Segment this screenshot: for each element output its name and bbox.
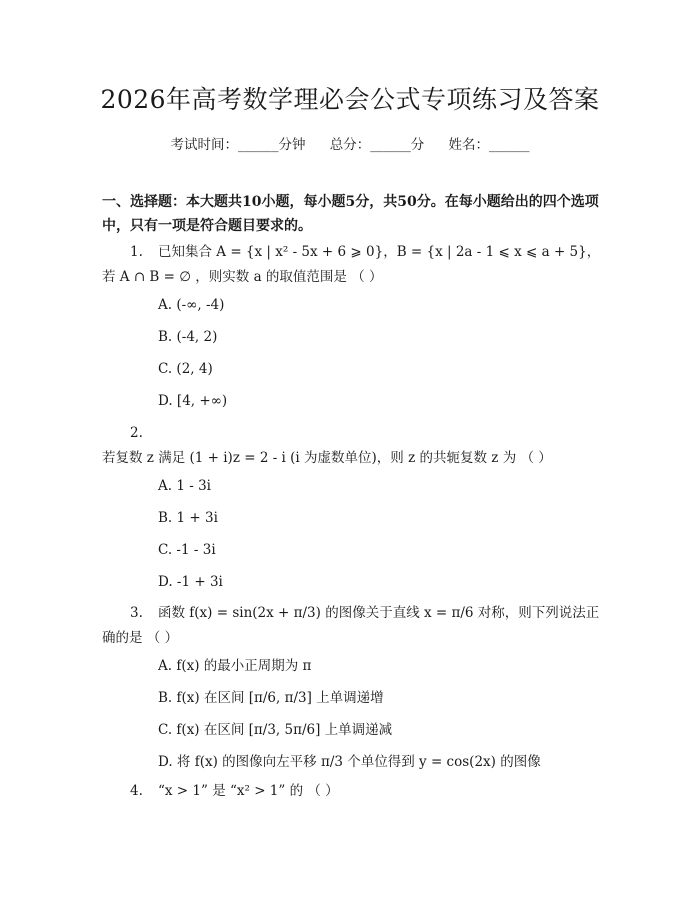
option-1d: D. [4, +∞)	[158, 393, 228, 409]
question-stem: 已知集合 A = {x | x² - 5x + 6 ⩾ 0}，B = {x | 2a - 1 ⩽ x ⩽ a + 5}，若 A ∩ B = ∅ ，则实数 a 的取值范围是 （ ）	[102, 244, 601, 285]
exam-info-line	[0, 133, 700, 153]
option-1a: A. (-∞, -4)	[158, 297, 225, 313]
option-1b: B. (-4, 2)	[158, 329, 218, 345]
option-2b: B. 1 + 3i	[158, 510, 218, 526]
question-3	[102, 601, 602, 651]
question-2	[102, 421, 602, 471]
option-2c: C. -1 - 3i	[158, 542, 216, 558]
option-3c: C. f(x) 在区间 [π/3, 5π/6] 上单调递减	[158, 722, 393, 738]
question-4	[102, 779, 602, 804]
question-number: 3.	[130, 605, 143, 621]
question-stem: 函数 f(x) = sin(2x + π/3) 的图像关于直线 x = π/6 对称，则下列说法正确的是 （ ）	[102, 605, 600, 646]
total-score-field: 总分：______分	[329, 137, 425, 153]
option-3a: A. f(x) 的最小正周期为 π	[158, 658, 312, 674]
exam-time-field: 考试时间：______分钟	[170, 137, 306, 153]
student-name-field: 姓名：______	[448, 137, 530, 153]
question-1	[102, 240, 602, 290]
option-3d: D. 将 f(x) 的图像向左平移 π/3 个单位得到 y = cos(2x) 的图像	[158, 754, 541, 770]
option-3b: B. f(x) 在区间 [π/6, π/3] 上单调递增	[158, 690, 384, 706]
question-number: 1.	[130, 244, 143, 260]
section-heading: 一、选择题：本大题共10小题，每小题5分，共50分。在每小题给出的四个选项中，只有一项是符合题目要求的。	[102, 194, 599, 234]
question-number: 2.	[130, 425, 143, 441]
page-title: 2026年高考数学理必会公式专项练习及答案	[100, 85, 600, 114]
question-number: 4.	[130, 783, 143, 799]
option-2a: A. 1 - 3i	[158, 478, 211, 494]
question-stem: “x > 1” 是 “x² > 1” 的 （ ）	[158, 783, 339, 799]
option-1c: C. (2, 4)	[158, 361, 213, 377]
option-2d: D. -1 + 3i	[158, 574, 223, 590]
question-stem: 若复数 z 满足 (1 + i)z = 2 - i (i 为虚数单位)，则 z 的共轭复数 z 为 （ ）	[102, 450, 552, 466]
